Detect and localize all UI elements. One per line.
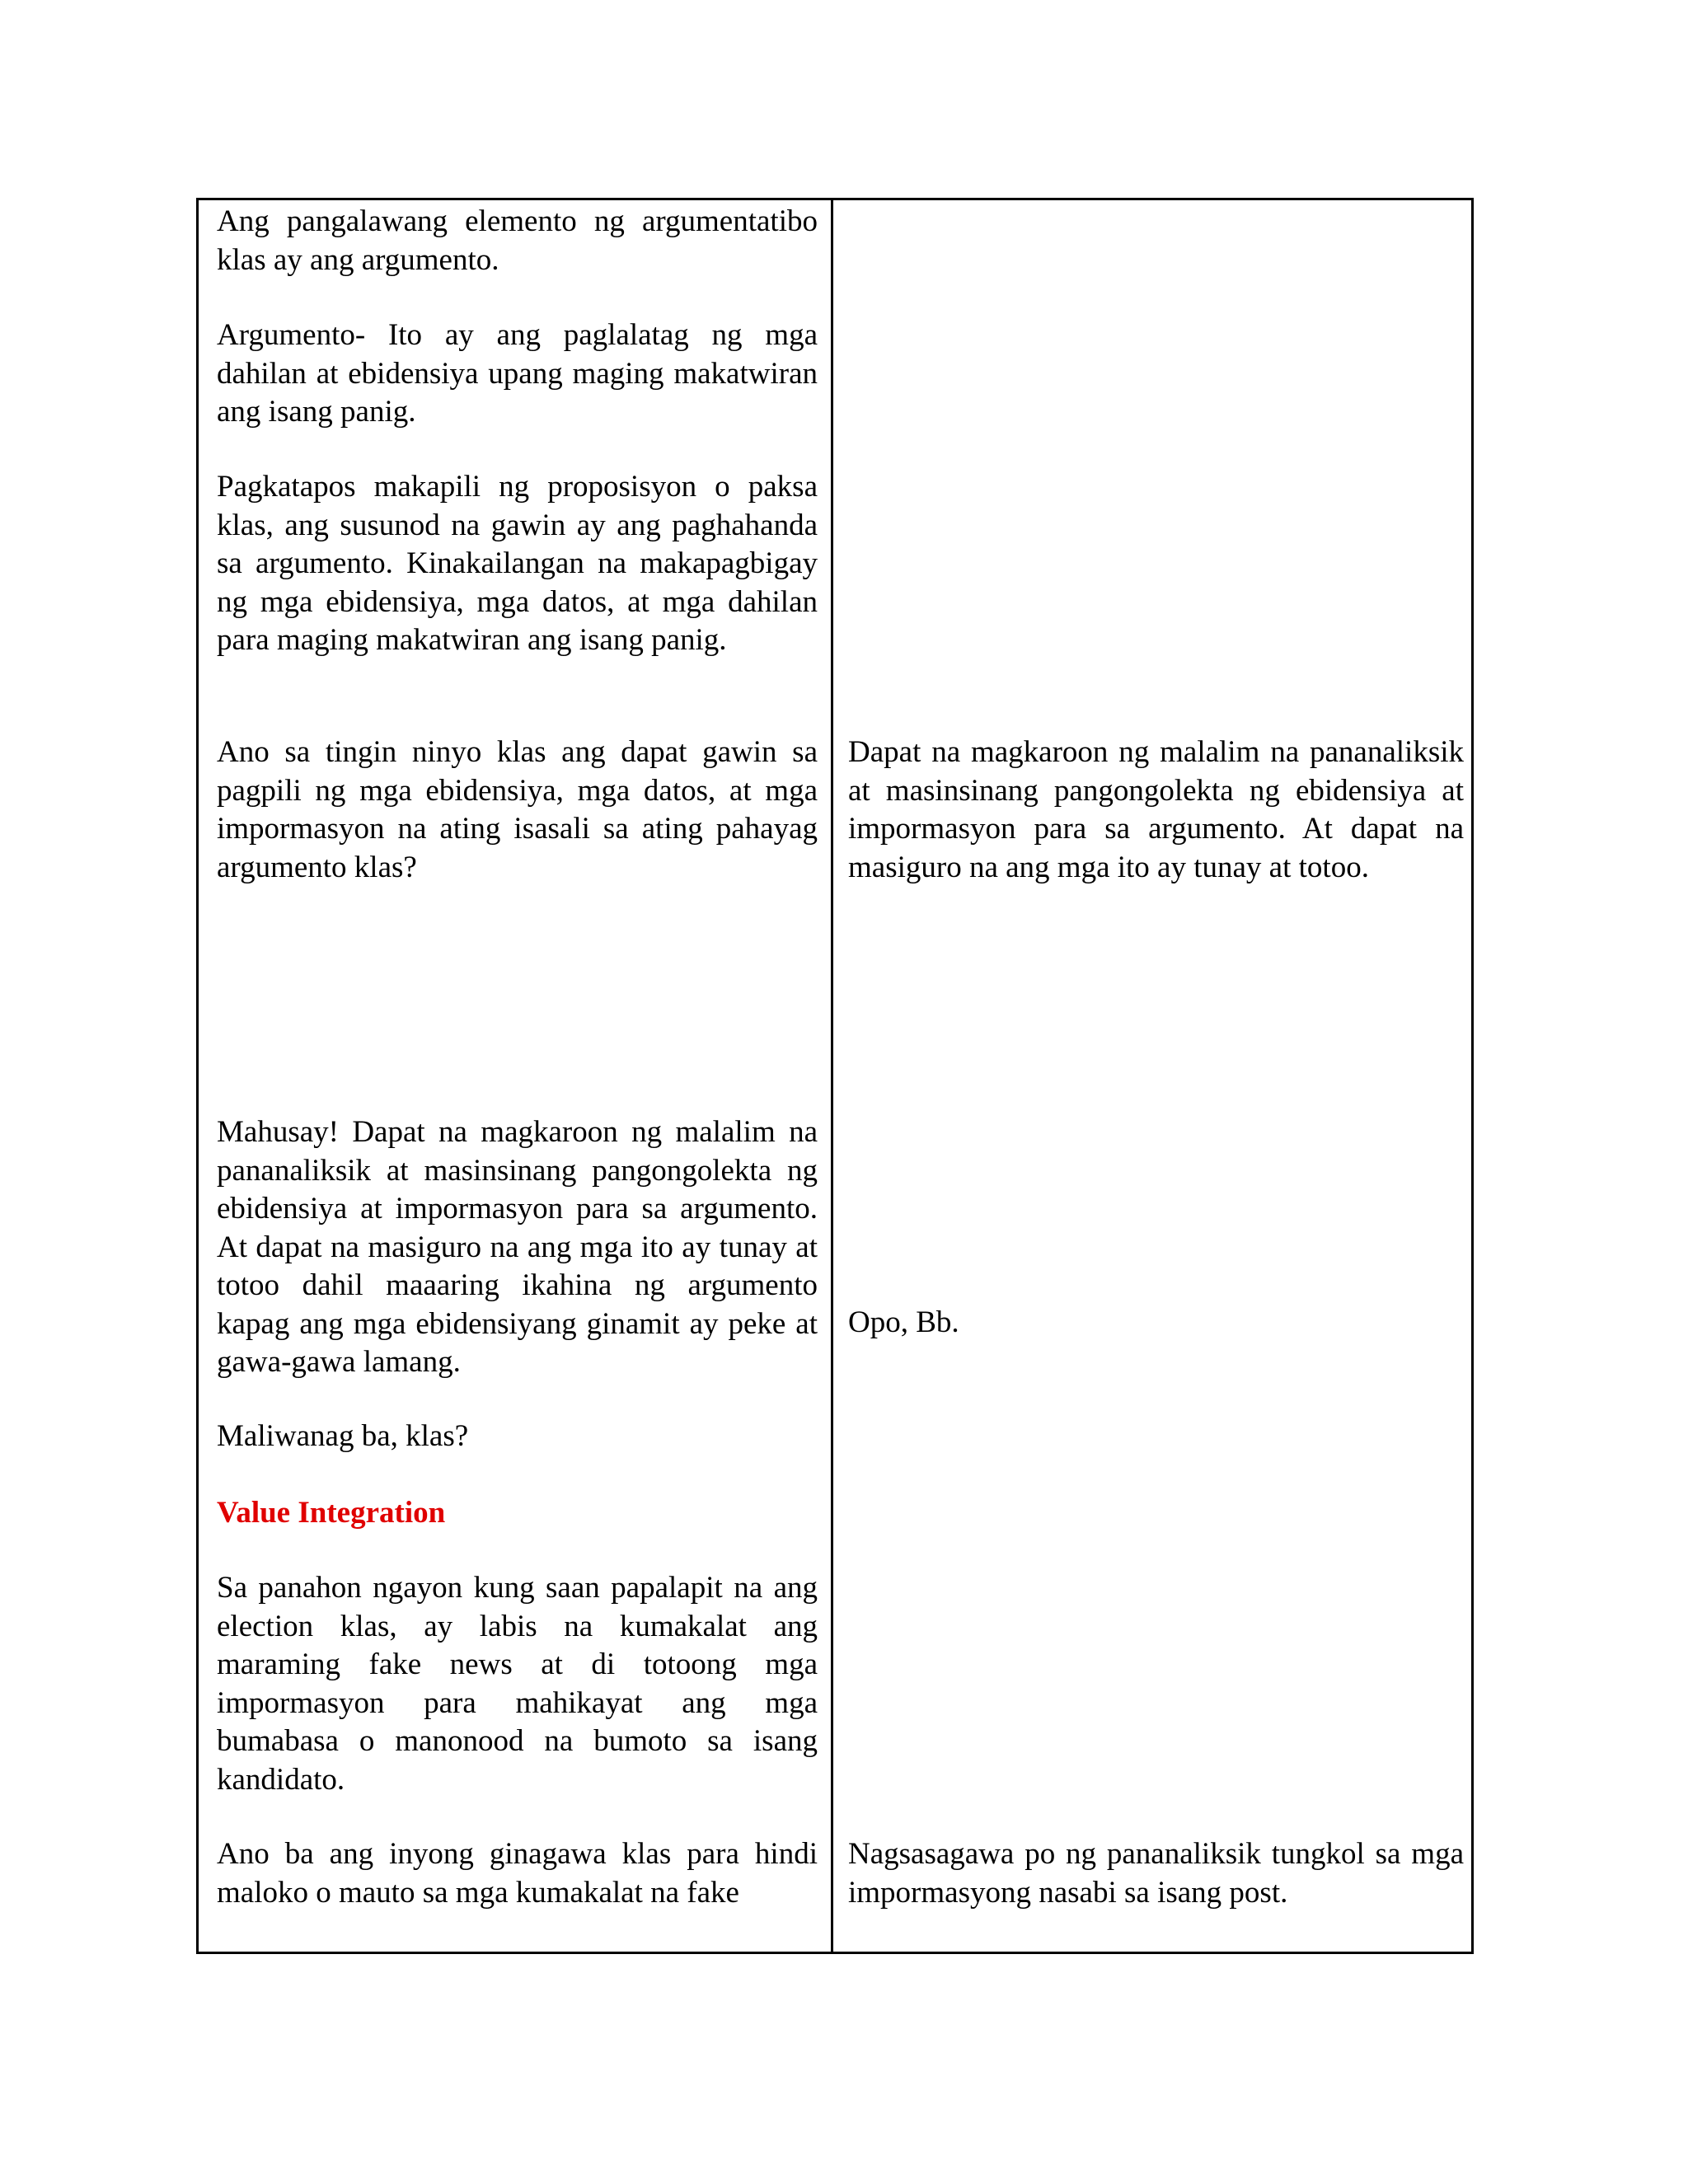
paragraph-question-ebidensiya: Ano sa tingin ninyo klas ang dapat gawin sa pagpili ng mga ebidensiya, mga datos, at mga impormasyon na ating isasali sa ating pahayag argumento klas? [217,735,818,884]
paragraph-question-fake-news: Ano ba ang inyong ginagawa klas para hindi maloko o mauto sa mga kumakalat na fake [217,1837,818,1910]
response-opo: Opo, Bb. [848,1305,959,1339]
paragraph-argumento-definition: Argumento- Ito ay ang paglalatag ng mga dahilan at ebidensiya upang maging makatwiran ang isang panig. [217,318,818,429]
value-integration-heading: Value Integration [217,1496,446,1530]
paragraph-mahusay: Mahusay! Dapat na magkaroon ng malalim na pananaliksik at masinsinang pangongolekta ng ebidensiya at impormasyon para sa argumento. At dapat na masiguro na ang mga ito ay tunay at totoo dahil maaaring ikahina ng argumento kapag ang mga ebidensiyang ginamit ay peke at gawa-gawa lamang. [217,1115,818,1379]
paragraph-pagkatapos: Pagkatapos makapili ng proposisyon o paksa klas, ang susunod na gawin ay ang paghahanda sa argumento. Kinakailangan na makapagbigay ng mga ebidensiya, mga datos, at mga dahilan para maging makatwiran ang isang panig. [217,470,818,657]
paragraph-elemento: Ang pangalawang elemento ng argumentatibo klas ay ang argumento. [217,204,818,277]
paragraph-election: Sa panahon ngayon kung saan papalapit na ang election klas, ay labis na kumakalat ang maraming fake news at di totoong mga impormasyon para mahikayat ang mga bumabasa o manonood na bumoto sa isang kandidato. [217,1571,818,1797]
response-ebidensiya: Dapat na magkaroon ng malalim na pananaliksik at masinsinang pangongolekta ng ebidensiya at impormasyon para sa argumento. At dapat na masiguro na ang mga ito ay tunay at totoo. [848,735,1464,884]
paragraph-maliwanag: Maliwanag ba, klas? [217,1419,469,1453]
lesson-table [196,198,1474,1954]
student-column [833,200,1471,1952]
response-pananaliksik: Nagsasagawa po ng pananaliksik tungkol sa mga impormasyong nasabi sa isang post. [848,1837,1464,1910]
teacher-column [199,200,833,1952]
